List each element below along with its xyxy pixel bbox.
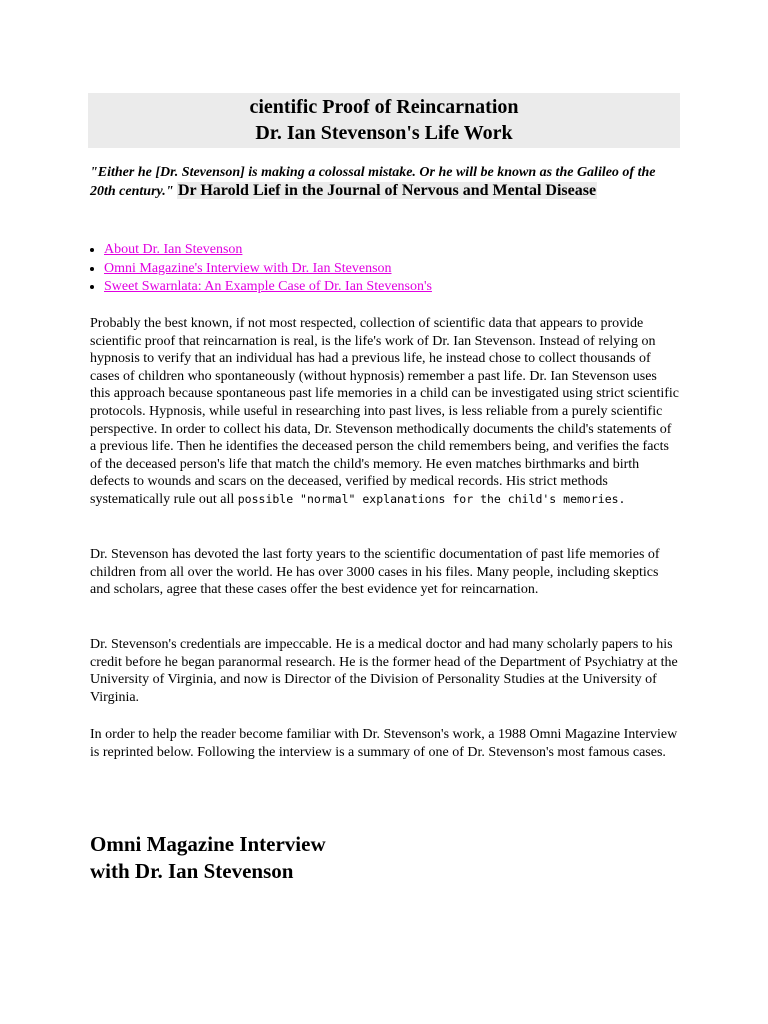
list-item	[104, 278, 432, 297]
title-line-2: Dr. Ian Stevenson's Life Work	[255, 122, 513, 144]
paragraph-reader: In order to help the reader become familiar with Dr. Stevenson's work, a 1988 Omni Magazine Interview is reprinted below. Following the interview is a summary of one of Dr. Stevenson's most famous cases.	[90, 727, 678, 760]
page-title	[88, 93, 680, 148]
link-about-stevenson[interactable]: About Dr. Ian Stevenson	[104, 242, 243, 257]
paragraph-credentials: Dr. Stevenson's credentials are impeccable. He is a medical doctor and had many scholarly papers to his credit before he began paranormal research. He is the former head of the Department of Psychiatry at the University of Virginia, and now is Director of the Division of Personality Studies at the University of Virginia.	[90, 637, 678, 705]
paragraph-intro	[90, 315, 680, 509]
title-line-1: cientific Proof of Reincarnation	[249, 96, 519, 118]
section-heading-omni	[90, 831, 326, 885]
paragraph-intro-tail: possible "normal" explanations for the child's memories.	[237, 491, 626, 506]
section-heading-line-2: with Dr. Ian Stevenson	[90, 859, 294, 883]
list-item	[104, 260, 432, 279]
link-list	[88, 241, 432, 297]
paragraph-intro-main: Probably the best known, if not most respected, collection of scientific data that appears to provide scientific proof that reincarnation is real, is the life's work of Dr. Ian Stevenson. Instead of relying on hypnosis to verify that an individual has had a previous life, he instead chose to collect thousands of cases of children who spontaneously (without hypnosis) remember a past life. Dr. Ian Stevenson uses this approach because spontaneous past life memories in a child can be investigated using strict scientific protocols. Hypnosis, while useful in researching into past lives, is less reliable from a purely scientific perspective. In order to collect his data, Dr. Stevenson methodically documents the child's statements of a previous life. Then he identifies the deceased person the child remembers being, and verifies the facts of the deceased person's life that match the child's memory. He even matches birthmarks and birth defects to wounds and scars on the deceased, verified by medical records. His strict methods systematically rule out all	[90, 316, 679, 507]
quote-source: Dr Harold Lief in the Journal of Nervous and Mental Disease	[177, 182, 597, 199]
epigraph-quote	[90, 164, 682, 201]
link-sweet-swarnlata[interactable]: Sweet Swarnlata: An Example Case of Dr. Ian Stevenson's	[104, 279, 432, 294]
section-heading-line-1: Omni Magazine Interview	[90, 832, 326, 856]
paragraph-devotion: Dr. Stevenson has devoted the last forty years to the scientific documentation of past life memories of children from all over the world. He has over 3000 cases in his files. Many people, including skeptics and scholars, agree that these cases offer the best evidence yet for reincarnation.	[90, 547, 660, 598]
link-omni-interview[interactable]: Omni Magazine's Interview with Dr. Ian Stevenson	[104, 260, 392, 276]
quote-text: "Either he [Dr. Stevenson] is making a colossal mistake. Or he will be known as the Galileo of the 20th century."	[90, 165, 656, 199]
list-item	[104, 241, 432, 260]
